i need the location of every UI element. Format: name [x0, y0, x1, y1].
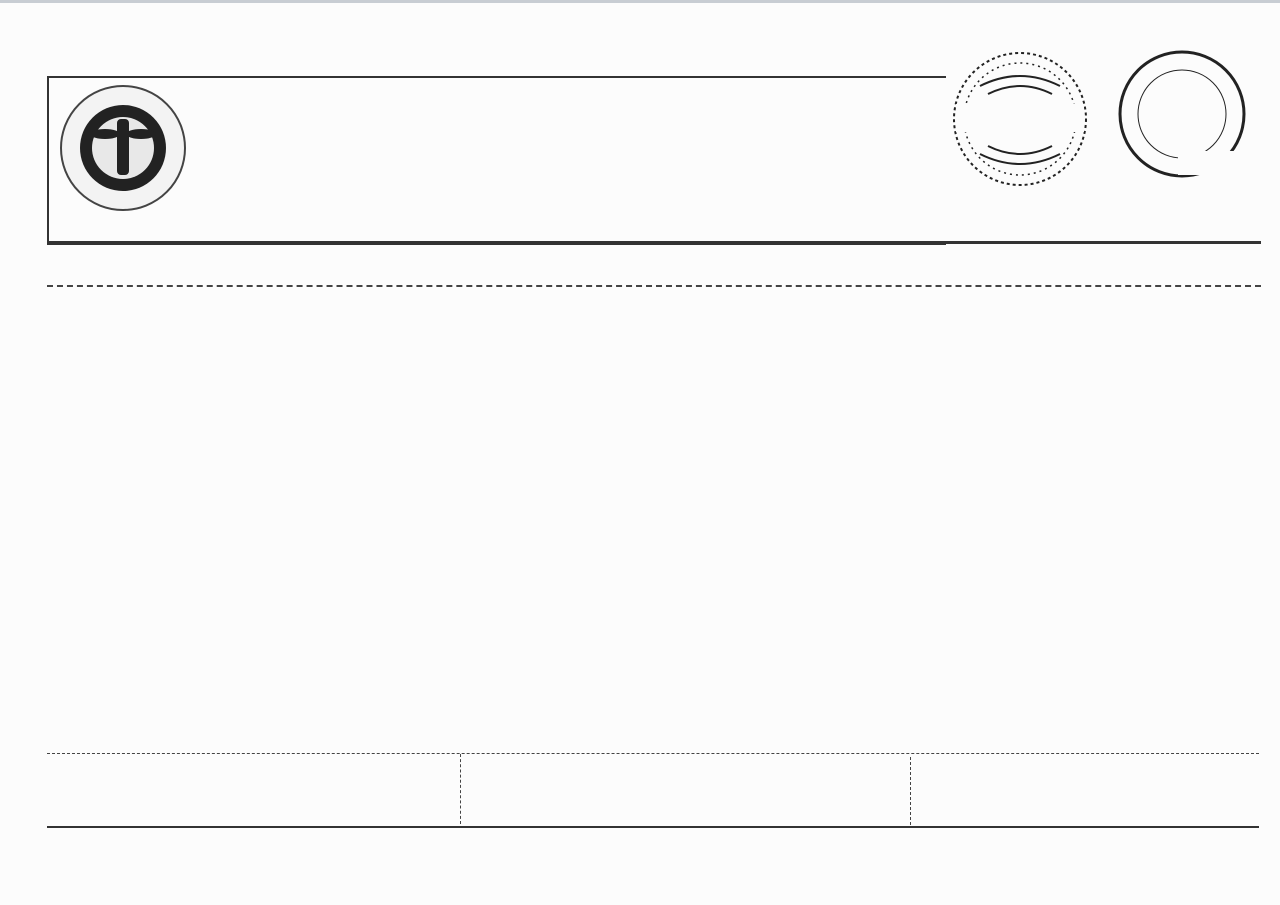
header-divider [47, 241, 1261, 244]
signature-divider-2 [910, 757, 911, 825]
signature-divider-1 [460, 754, 461, 824]
signature-box [47, 753, 1259, 828]
dmsc-quality-logo [1108, 46, 1256, 196]
scan-top-edge [0, 0, 1280, 3]
ministry-seal-logo [60, 85, 186, 211]
header-dashed-rule [47, 285, 1261, 287]
ilac-mra-logo [950, 46, 1090, 192]
barcode [58, 20, 294, 54]
